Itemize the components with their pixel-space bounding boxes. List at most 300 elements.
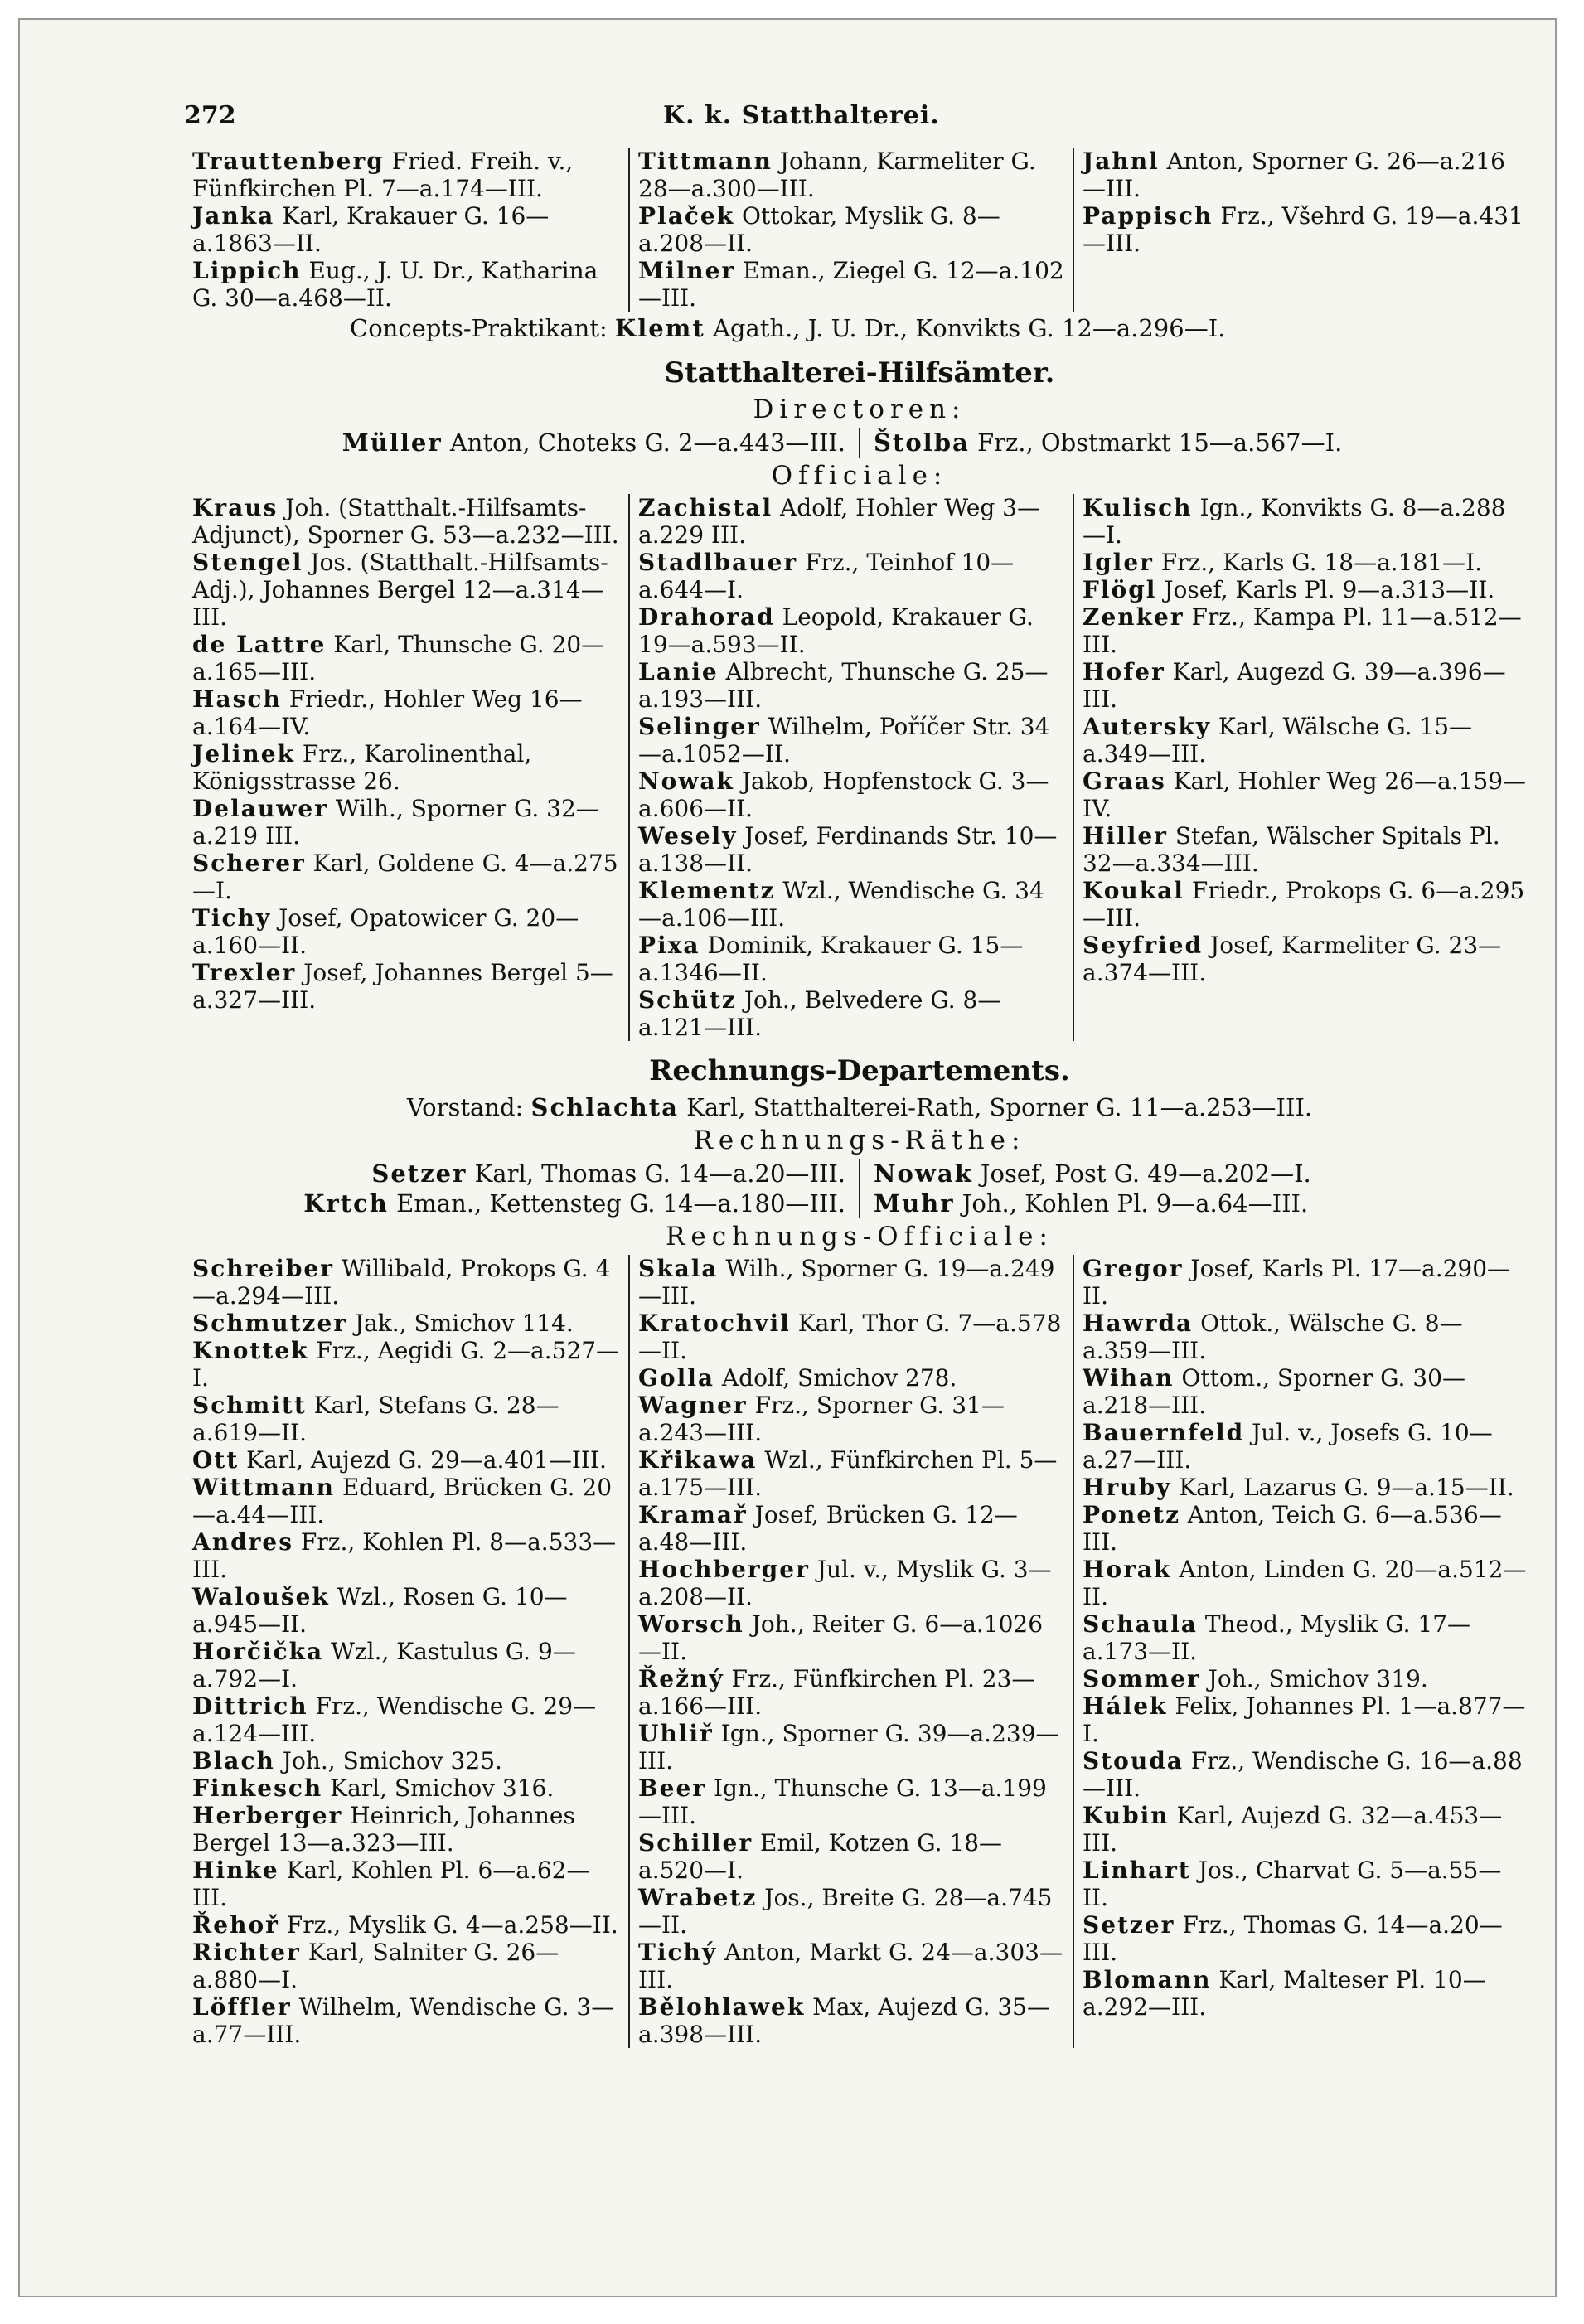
directory-entry (192, 549, 620, 631)
raethe-heading: Rechnungs-Räthe: (693, 1126, 1026, 1155)
entry-name: Uhliř (638, 1720, 714, 1747)
entry-name: Drahorad (638, 603, 775, 631)
hilfsaemter-title: Statthalterei-Hilfsämter. (664, 356, 1055, 390)
entry-details: Karl, Stefans G. 28—a.619—II. (192, 1392, 559, 1446)
entry-details: Karl, Lazarus G. 9—a.15—II. (1179, 1474, 1514, 1501)
directory-entry (1083, 1474, 1527, 1501)
entry-details: Jos., Breite G. 28—a.745—II. (638, 1884, 1053, 1939)
entry-details: Karl, Hohler Weg 26—a.159—IV. (1083, 767, 1527, 822)
raethe-right-entry (874, 1189, 1535, 1218)
directory-entry (638, 1884, 1064, 1939)
directory-entry (192, 1857, 620, 1911)
entry-name: Schmitt (192, 1392, 307, 1419)
directory-entry (1083, 1802, 1527, 1857)
entry-details: Wilh., Sporner G. 32—a.219 III. (192, 795, 599, 850)
entry-details: Frz., Sporner G. 31—a.243—III. (638, 1392, 1005, 1446)
entry-details: Adolf, Smichov 278. (721, 1364, 957, 1392)
officiale-heading: Officiale: (771, 461, 948, 491)
entry-details: Frz., Karls G. 18—a.181—I. (1160, 549, 1483, 576)
entry-name: Gregor (1083, 1255, 1184, 1282)
directory-entry (192, 1802, 620, 1857)
rechnungs-col-3 (1073, 1255, 1535, 2048)
raethe-left-name: Krtch (303, 1189, 389, 1218)
directory-entry (638, 1310, 1064, 1364)
entry-name: Scherer (192, 850, 306, 877)
entry-details: Frz., Wendische G. 29—a.124—III. (192, 1692, 597, 1747)
directoren-heading: Directoren: (753, 395, 966, 424)
directory-entry (638, 1993, 1064, 2048)
directory-entry (638, 202, 1064, 257)
directory-entry (192, 257, 620, 312)
entry-name: Ott (192, 1446, 240, 1474)
directory-entry (192, 1638, 620, 1692)
directory-entry (192, 1747, 620, 1774)
directory-entry (192, 904, 620, 959)
entry-details: Jul. v., Myslik G. 3—a.208—II. (638, 1556, 1052, 1610)
entry-details: Anton, Linden G. 20—a.512—II. (1083, 1556, 1527, 1610)
entry-details: Johann, Karmeliter G. 28—a.300—III. (638, 148, 1036, 202)
entry-name: Knottek (192, 1337, 309, 1364)
directory-entry (1083, 1364, 1527, 1419)
entry-name: Golla (638, 1364, 715, 1392)
entry-name: Hasch (192, 685, 282, 713)
directory-entry (638, 658, 1064, 713)
directory-entry (1083, 877, 1527, 932)
vorstand-line (184, 1092, 1535, 1122)
entry-details: Karl, Aujezd G. 29—a.401—III. (246, 1446, 607, 1474)
entry-name: Herberger (192, 1802, 343, 1829)
entry-name: Schaula (1083, 1610, 1198, 1638)
directory-entry (1083, 1556, 1527, 1610)
directory-entry (638, 767, 1064, 822)
entry-details: Theod., Myslik G. 17—a.173—II. (1083, 1610, 1471, 1665)
officiale-col-2 (628, 494, 1073, 1041)
entry-name: Kratochvil (638, 1310, 791, 1337)
directory-entry (192, 494, 620, 549)
entry-name: Setzer (1083, 1911, 1175, 1939)
running-title: K. k. Statthalterei. (663, 101, 940, 130)
entry-name: Stouda (1083, 1747, 1184, 1774)
directory-entry (1083, 713, 1527, 767)
directory-entry (1083, 603, 1527, 658)
directory-entry (1083, 658, 1527, 713)
directory-entry (192, 1310, 620, 1337)
directoren-row (184, 428, 1535, 458)
entry-name: Kulisch (1083, 494, 1193, 521)
entry-name: Koukal (1083, 877, 1184, 904)
top-entries (184, 148, 1535, 312)
directory-entry (192, 1774, 620, 1802)
entry-name: Hinke (192, 1857, 279, 1884)
directory-entry (638, 986, 1064, 1041)
directory-entry (638, 822, 1064, 877)
entry-name: Tichy (192, 904, 272, 932)
raethe-left-entry (184, 1159, 845, 1189)
entry-name: Linhart (1083, 1857, 1191, 1884)
entry-name: Schiller (638, 1829, 753, 1857)
entry-name: Horak (1083, 1556, 1172, 1583)
directory-entry (638, 1556, 1064, 1610)
director-right-name: Štolba (874, 428, 970, 457)
entry-name: Křikawa (638, 1446, 758, 1474)
entry-details: Jos., Charvat G. 5—a.55—II. (1083, 1857, 1502, 1911)
entry-details: Anton, Sporner G. 26—a.216—III. (1083, 148, 1505, 202)
entry-name: Blomann (1083, 1966, 1212, 1993)
entry-details: Anton, Markt G. 24—a.303—III. (638, 1939, 1063, 1993)
directory-entry (638, 1501, 1064, 1556)
entry-details: Wzl., Rosen G. 10—a.945—II. (192, 1583, 568, 1638)
entry-name: Trauttenberg (192, 148, 385, 175)
directory-entry (192, 148, 620, 202)
entry-details: Emil, Kotzen G. 18—a.520—I. (638, 1829, 1003, 1884)
entry-details: Ottok., Wälsche G. 8—a.359—III. (1083, 1310, 1463, 1364)
directory-entry (638, 1665, 1064, 1720)
entry-name: Kubin (1083, 1802, 1170, 1829)
entry-name: Igler (1083, 549, 1154, 576)
entry-details: Wzl., Fünfkirchen Pl. 5—a.175—III. (638, 1446, 1058, 1501)
entry-name: Blach (192, 1747, 275, 1774)
directory-entry (1083, 1255, 1527, 1310)
entry-name: Flögl (1083, 576, 1157, 603)
entry-name: Stadlbauer (638, 549, 798, 576)
directory-entry (638, 1720, 1064, 1774)
entry-name: Bauernfeld (1083, 1419, 1245, 1446)
entry-name: Jahnl (1083, 148, 1160, 175)
entry-details: Frz., Teinhof 10—a.644—I. (638, 549, 1015, 603)
entry-name: Hiller (1083, 822, 1168, 850)
directory-entry (1083, 822, 1527, 877)
top-col-1 (184, 148, 628, 312)
entry-name: Hruby (1083, 1474, 1172, 1501)
entry-name: Wesely (638, 822, 738, 850)
raethe-left-rest: Eman., Kettensteg G. 14—a.180—III. (396, 1189, 845, 1218)
directory-entry (1083, 1966, 1527, 2021)
entry-details: Karl, Wälsche G. 15—a.349—III. (1083, 713, 1473, 767)
entry-name: Wittmann (192, 1474, 335, 1501)
rechnungs-title: Rechnungs-Departements. (649, 1054, 1070, 1087)
officiale-col-1 (184, 494, 628, 1041)
entry-details: Ign., Sporner G. 39—a.239—III. (638, 1720, 1059, 1774)
entry-name: Kraus (192, 494, 279, 521)
entry-name: Stengel (192, 549, 303, 576)
director-right (859, 428, 1535, 458)
entry-name: Zachistal (638, 494, 773, 521)
directory-entry (638, 1829, 1064, 1884)
entry-name: Lippich (192, 257, 302, 284)
director-left-name: Müller (342, 428, 443, 457)
concepts-praktikant (184, 313, 1535, 343)
directory-entry (1083, 1310, 1527, 1364)
entry-name: Waloušek (192, 1583, 330, 1610)
rechnungs-officiale-entries (184, 1255, 1535, 2048)
raethe-right-rest: Joh., Kohlen Pl. 9—a.64—III. (962, 1189, 1309, 1218)
officiale-col-3 (1073, 494, 1535, 1041)
entry-details: Wzl., Kastulus G. 9—a.792—I. (192, 1638, 576, 1692)
entry-name: Sommer (1083, 1665, 1201, 1692)
raethe-right-name: Muhr (874, 1189, 955, 1218)
rechnungs-officiale-heading: Rechnungs-Officiale: (666, 1222, 1054, 1252)
entry-details: Frz., Aegidi G. 2—a.527—I. (192, 1337, 620, 1392)
entry-name: Seyfried (1083, 932, 1204, 959)
entry-details: Eduard, Brücken G. 20—a.44—III. (192, 1474, 613, 1528)
directory-entry (192, 959, 620, 1014)
entry-name: Kramař (638, 1501, 748, 1528)
entry-name: Pixa (638, 932, 700, 959)
directory-entry (192, 1337, 620, 1392)
directory-entry (638, 603, 1064, 658)
entry-name: Hochberger (638, 1556, 810, 1583)
entry-details: Stefan, Wälscher Spitals Pl. 32—a.334—III. (1083, 822, 1500, 877)
entry-details: Jak., Smichov 114. (354, 1310, 574, 1337)
entry-details: Karl, Malteser Pl. 10—a.292—III. (1083, 1966, 1486, 2021)
entry-name: Delauwer (192, 795, 328, 822)
directory-entry (192, 1911, 620, 1939)
directory-entry (638, 1446, 1064, 1501)
entry-details: Karl, Salniter G. 26—a.880—I. (192, 1939, 559, 1993)
entry-details: Jos. (Statthalt.-Hilfsamts-Adj.), Johannes Bergel 12—a.314—III. (192, 549, 608, 631)
directory-entry (1083, 1665, 1527, 1692)
entry-details: Heinrich, Johannes Bergel 13—a.323—III. (192, 1802, 575, 1857)
entry-details: Leopold, Krakauer G. 19—a.593—II. (638, 603, 1034, 658)
directory-entry (192, 795, 620, 850)
directory-entry (638, 1610, 1064, 1665)
rechnungs-col-1 (184, 1255, 628, 2048)
directory-entry (1083, 576, 1527, 603)
entry-details: Friedr., Hohler Weg 16—a.164—IV. (192, 685, 583, 740)
entry-details: Karl, Thor G. 7—a.578—II. (638, 1310, 1062, 1364)
directory-entry (1083, 494, 1527, 549)
entry-details: Felix, Johannes Pl. 1—a.877—I. (1083, 1692, 1526, 1747)
directory-entry (638, 549, 1064, 603)
entry-name: de Lattre (192, 631, 327, 658)
entry-name: Jelinek (192, 740, 295, 767)
entry-details: Karl, Goldene G. 4—a.275—I. (192, 850, 618, 904)
entry-details: Frz., Myslik G. 4—a.258—II. (286, 1911, 618, 1939)
entry-details: Wilhelm, Poříčer Str. 34—a.1052—II. (638, 713, 1050, 767)
entry-details: Karl, Aujezd G. 32—a.453—III. (1083, 1802, 1503, 1857)
concepts-rest: Agath., J. U. Dr., Konvikts G. 12—a.296—I. (712, 314, 1226, 342)
directory-entry (638, 877, 1064, 932)
entry-name: Worsch (638, 1610, 744, 1638)
entry-name: Beer (638, 1774, 707, 1802)
entry-details: Karl, Augezd G. 39—a.396—III. (1083, 658, 1506, 713)
entry-name: Autersky (1083, 713, 1212, 740)
entry-details: Josef, Opatowicer G. 20—a.160—II. (192, 904, 579, 959)
entry-name: Řehoř (192, 1911, 279, 1939)
raethe-left-name: Setzer (371, 1160, 467, 1188)
entry-name: Klementz (638, 877, 776, 904)
entry-details: Joh., Reiter G. 6—a.1026—II. (638, 1610, 1044, 1665)
directory-entry (1083, 148, 1527, 202)
directory-entry (192, 850, 620, 904)
entry-name: Graas (1083, 767, 1166, 795)
entry-details: Adolf, Hohler Weg 3—a.229 III. (638, 494, 1040, 549)
directory-entry (638, 1364, 1064, 1392)
entry-details: Joh., Smichov 319. (1208, 1665, 1428, 1692)
entry-details: Josef, Karls Pl. 17—a.290—II. (1083, 1255, 1511, 1310)
entry-details: Ottokar, Myslik G. 8—a.208—II. (638, 202, 1000, 257)
directory-entry (638, 148, 1064, 202)
entry-details: Eman., Ziegel G. 12—a.102—III. (638, 257, 1064, 312)
raethe-right-entry (874, 1159, 1535, 1189)
directory-entry (192, 685, 620, 740)
entry-details: Frz., Kohlen Pl. 8—a.533—III. (192, 1528, 617, 1583)
directory-entry (192, 1255, 620, 1310)
directory-entry (638, 1774, 1064, 1829)
entry-name: Plaček (638, 202, 735, 230)
entry-name: Wagner (638, 1392, 748, 1419)
entry-name: Finkesch (192, 1774, 323, 1802)
entry-details: Frz., Kampa Pl. 11—a.512—III. (1083, 603, 1522, 658)
entry-name: Hálek (1083, 1692, 1168, 1720)
entry-details: Karl, Thunsche G. 20—a.165—III. (192, 631, 605, 685)
entry-name: Selinger (638, 713, 761, 740)
entry-name: Trexler (192, 959, 297, 986)
vorstand-label: Vorstand: (406, 1093, 524, 1121)
entry-name: Skala (638, 1255, 719, 1282)
directory-entry (192, 1446, 620, 1474)
directory-entry (192, 1993, 620, 2048)
directory-entry (1083, 1857, 1527, 1911)
entry-details: Albrecht, Thunsche G. 25—a.193—III. (638, 658, 1049, 713)
directory-entry (638, 1939, 1064, 1993)
directory-entry (638, 257, 1064, 312)
entry-name: Bělohlawek (638, 1993, 806, 2021)
directory-entry (192, 1474, 620, 1528)
concepts-label: Concepts-Praktikant: (350, 314, 608, 342)
entry-name: Řežný (638, 1665, 724, 1692)
entry-name: Janka (192, 202, 275, 230)
entry-details: Max, Aujezd G. 35—a.398—III. (638, 1993, 1050, 2048)
top-col-2 (628, 148, 1073, 312)
directory-entry (192, 1528, 620, 1583)
directory-entry (1083, 549, 1527, 576)
directory-entry (1083, 202, 1527, 257)
directory-entry (638, 494, 1064, 549)
entry-details: Wzl., Wendische G. 34—a.106—III. (638, 877, 1044, 932)
entry-name: Milner (638, 257, 736, 284)
director-right-rest: Frz., Obstmarkt 15—a.567—I. (976, 428, 1343, 457)
entry-details: Josef, Karls Pl. 9—a.313—II. (1164, 576, 1495, 603)
directory-entry (192, 202, 620, 257)
directory-entry (1083, 932, 1527, 986)
entry-name: Hofer (1083, 658, 1165, 685)
directory-entry (1083, 1610, 1527, 1665)
directory-entry (638, 1392, 1064, 1446)
vorstand-name: Schlachta (530, 1093, 679, 1121)
entry-name: Pappisch (1083, 202, 1213, 230)
raethe-left-entry (184, 1189, 845, 1218)
directory-entry (1083, 1747, 1527, 1802)
raethe-right-rest: Josef, Post G. 49—a.202—I. (980, 1160, 1311, 1188)
entry-details: Karl, Smichov 316. (330, 1774, 555, 1802)
director-left-rest: Anton, Choteks G. 2—a.443—III. (449, 428, 845, 457)
document-page (18, 18, 1557, 2297)
entry-details: Joh. (Statthalt.-Hilfsamts-Adjunct), Sporner G. 53—a.232—III. (192, 494, 619, 549)
entry-details: Frz., Karolinenthal, Königsstrasse 26. (192, 740, 532, 795)
entry-name: Nowak (638, 767, 734, 795)
raethe-left (184, 1159, 859, 1218)
entry-details: Eug., J. U. Dr., Katharina G. 30—a.468—II. (192, 257, 598, 312)
directory-entry (1083, 1911, 1527, 1966)
raethe-right-name: Nowak (874, 1160, 973, 1188)
directory-entry (1083, 1692, 1527, 1747)
entry-name: Tittmann (638, 148, 773, 175)
directory-entry (192, 1583, 620, 1638)
entry-details: Frz., Fünfkirchen Pl. 23—a.166—III. (638, 1665, 1035, 1720)
entry-details: Ign., Konvikts G. 8—a.288—I. (1083, 494, 1506, 549)
entry-name: Schütz (638, 986, 737, 1014)
entry-details: Karl, Kohlen Pl. 6—a.62—III. (192, 1857, 590, 1911)
directory-entry (638, 713, 1064, 767)
entry-details: Anton, Teich G. 6—a.536—III. (1083, 1501, 1502, 1556)
concepts-name: Klemt (614, 314, 705, 342)
entry-name: Tichý (638, 1939, 718, 1966)
page-content (184, 101, 1535, 2048)
directory-entry (638, 1255, 1064, 1310)
entry-name: Horčička (192, 1638, 324, 1665)
directory-entry (1083, 1501, 1527, 1556)
raethe-right (859, 1159, 1535, 1218)
entry-name: Lanie (638, 658, 719, 685)
entry-details: Dominik, Krakauer G. 15—a.1346—II. (638, 932, 1024, 986)
entry-name: Löffler (192, 1993, 292, 2021)
directory-entry (192, 1692, 620, 1747)
entry-details: Joh., Smichov 325. (282, 1747, 502, 1774)
directory-entry (192, 1392, 620, 1446)
vorstand-rest: Karl, Statthalterei-Rath, Sporner G. 11—a.253—III. (686, 1093, 1313, 1121)
entry-details: Fried. Freih. v., Fünfkirchen Pl. 7—a.174—III. (192, 148, 574, 202)
entry-details: Wilh., Sporner G. 19—a.249—III. (638, 1255, 1055, 1310)
entry-details: Frz., Všehrd G. 19—a.431—III. (1083, 202, 1523, 257)
director-left (184, 428, 859, 458)
entry-name: Schmutzer (192, 1310, 348, 1337)
officiale-entries (184, 494, 1535, 1041)
directory-entry (1083, 1419, 1527, 1474)
page-header (184, 101, 1535, 148)
entry-name: Zenker (1083, 603, 1184, 631)
entry-details: Josef, Brücken G. 12—a.48—III. (638, 1501, 1018, 1556)
entry-name: Wrabetz (638, 1884, 758, 1911)
top-col-3 (1073, 148, 1535, 312)
directory-entry (192, 1939, 620, 1993)
entry-details: Wilhelm, Wendische G. 3—a.77—III. (192, 1993, 615, 2048)
directory-entry (192, 740, 620, 795)
entry-name: Andres (192, 1528, 293, 1556)
entry-name: Dittrich (192, 1692, 308, 1720)
entry-name: Wihan (1083, 1364, 1175, 1392)
entry-details: Jakob, Hopfenstock G. 3—a.606—II. (638, 767, 1049, 822)
entry-details: Josef, Johannes Bergel 5—a.327—III. (192, 959, 613, 1014)
entry-details: Josef, Ferdinands Str. 10—a.138—II. (638, 822, 1058, 877)
entry-details: Karl, Krakauer G. 16—a.1863—II. (192, 202, 550, 257)
entry-details: Josef, Karmeliter G. 23—a.374—III. (1083, 932, 1502, 986)
entry-details: Frz., Thomas G. 14—a.20—III. (1083, 1911, 1503, 1966)
directory-entry (1083, 767, 1527, 822)
entry-details: Ign., Thunsche G. 13—a.199—III. (638, 1774, 1047, 1829)
entry-details: Jul. v., Josefs G. 10—a.27—III. (1083, 1419, 1493, 1474)
entry-details: Willibald, Prokops G. 4—a.294—III. (192, 1255, 611, 1310)
entry-details: Joh., Belvedere G. 8—a.121—III. (638, 986, 1001, 1041)
directory-entry (192, 631, 620, 685)
page-number: 272 (184, 101, 236, 130)
raethe-left-rest: Karl, Thomas G. 14—a.20—III. (474, 1160, 845, 1188)
raethe-row (184, 1159, 1535, 1218)
entry-name: Hawrda (1083, 1310, 1194, 1337)
entry-details: Friedr., Prokops G. 6—a.295—III. (1083, 877, 1525, 932)
entry-name: Schreiber (192, 1255, 334, 1282)
entry-name: Ponetz (1083, 1501, 1180, 1528)
